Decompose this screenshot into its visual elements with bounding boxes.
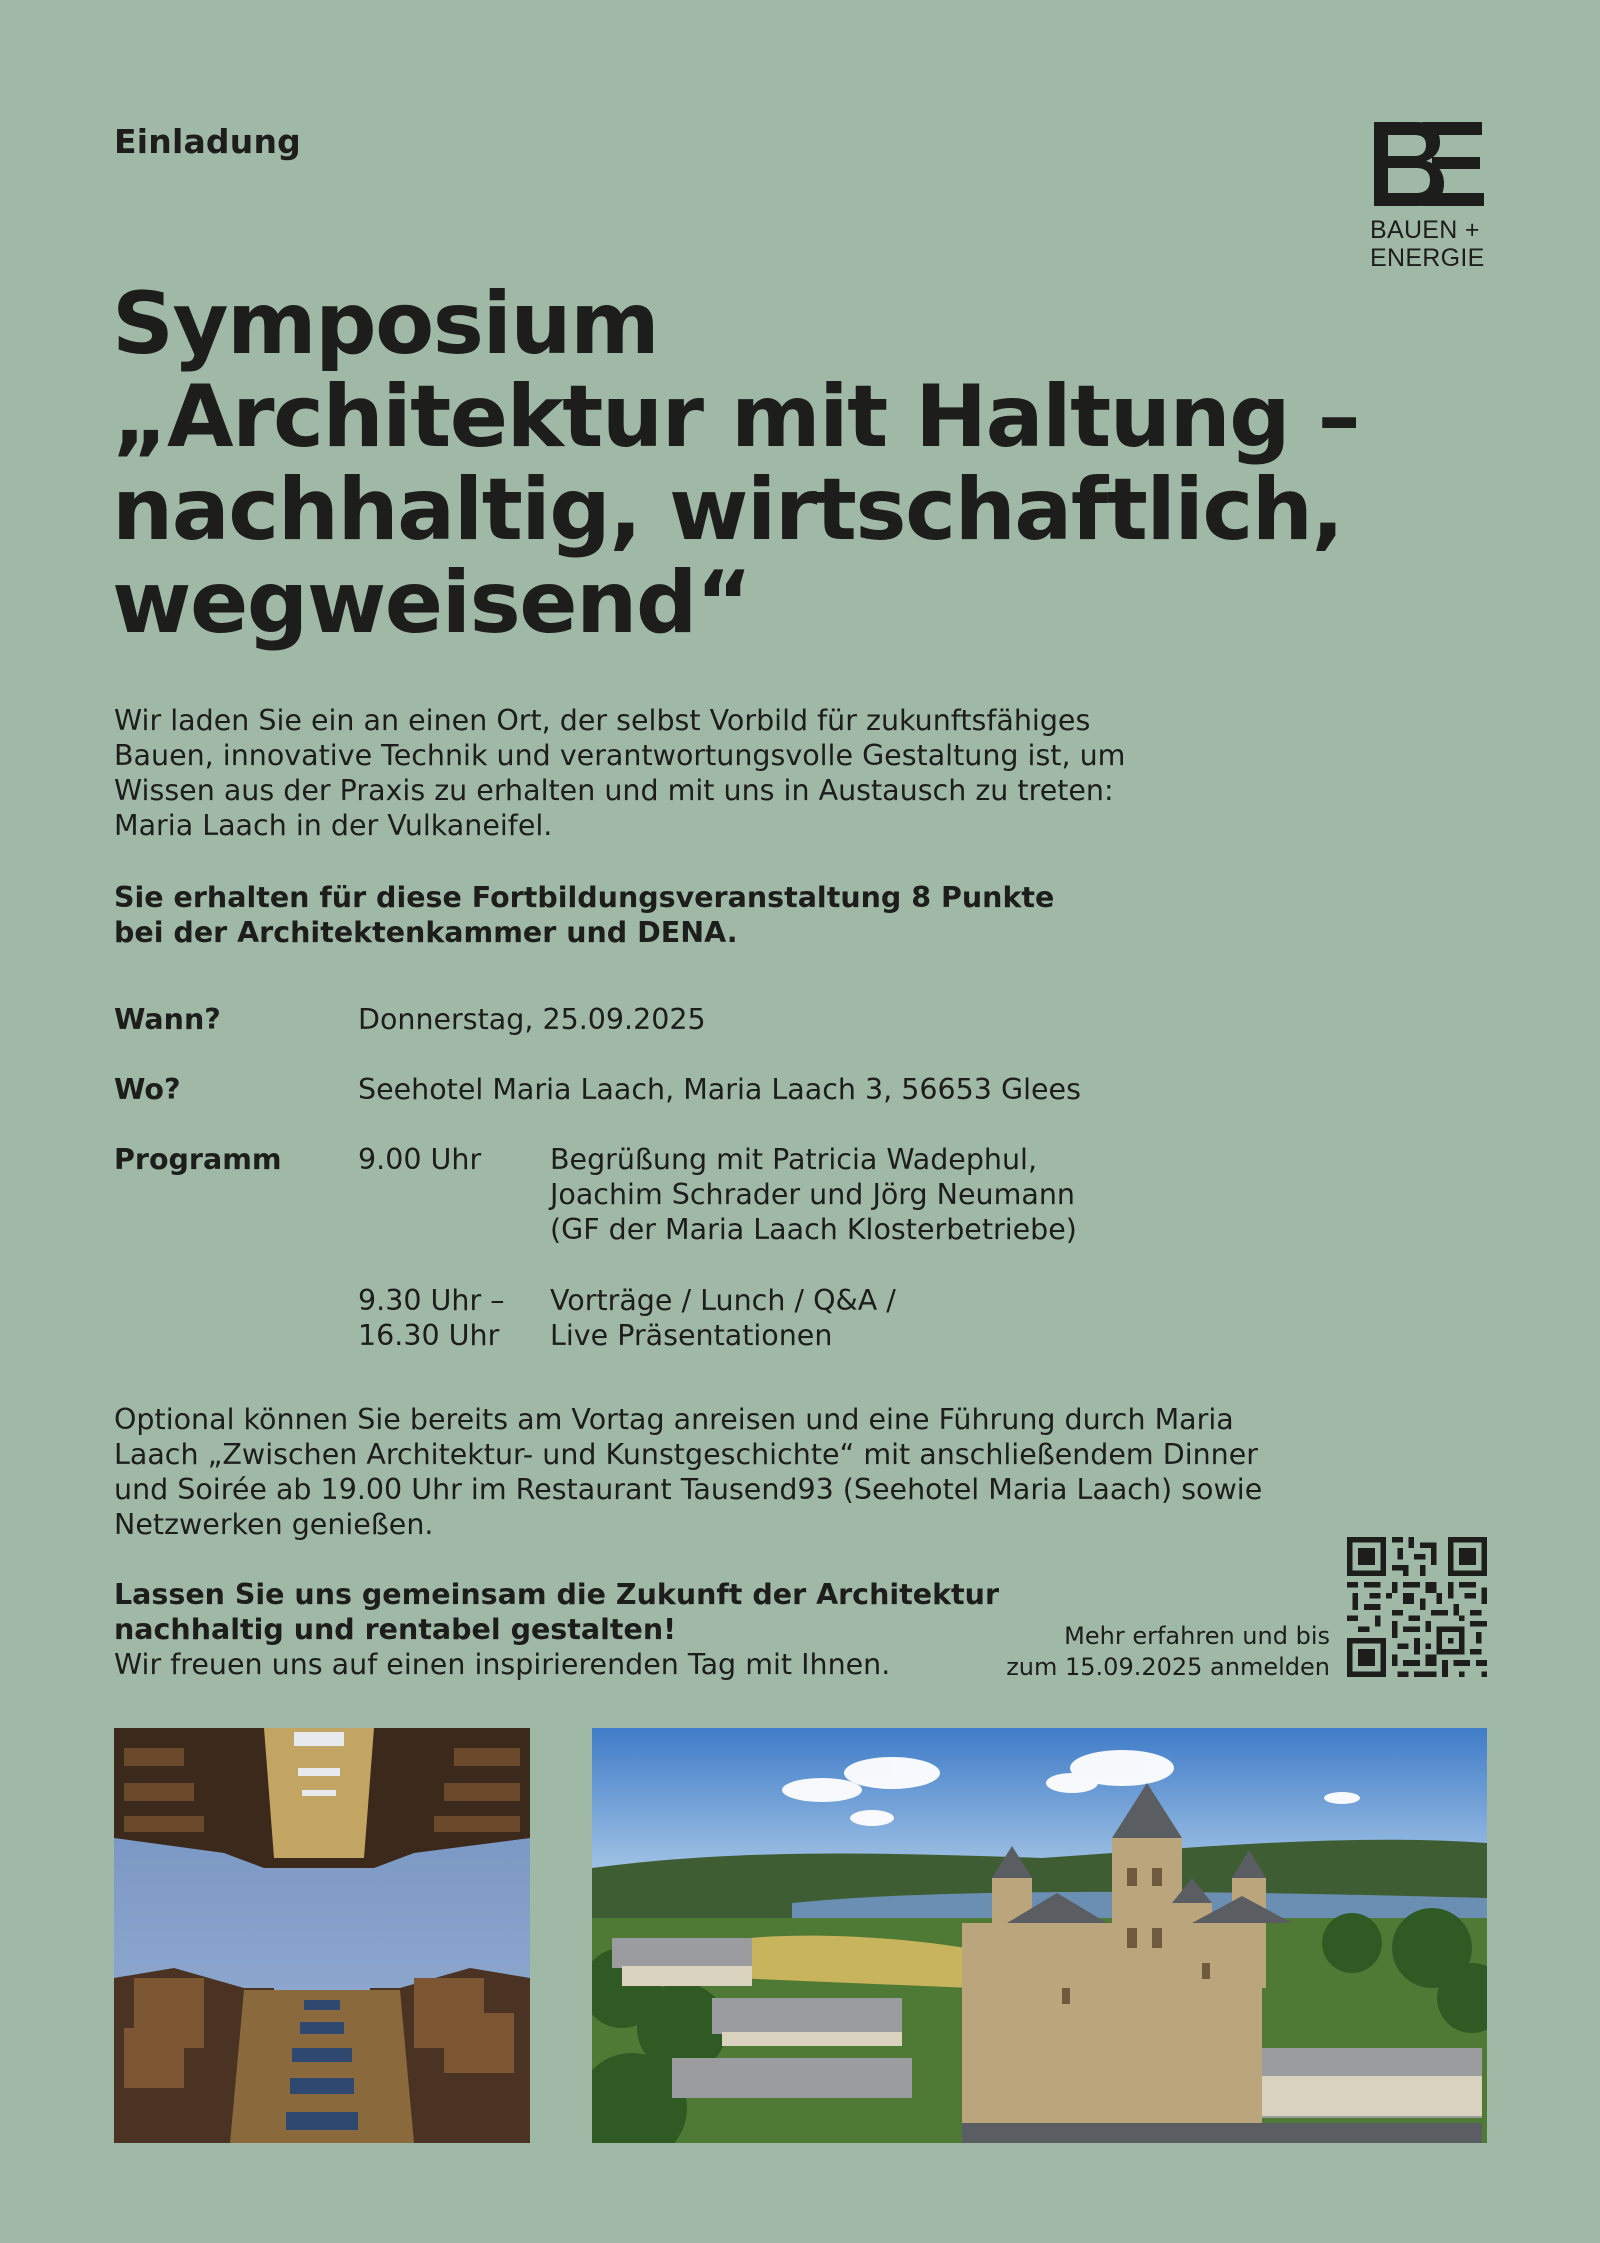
- when-value: Donnerstag, 25.09.2025: [358, 1003, 706, 1036]
- program-label: Programm: [114, 1143, 282, 1176]
- program-time-2: [358, 1283, 504, 1353]
- program-desc-1-line-3: (GF der Maria Laach Klosterbetriebe): [550, 1213, 1077, 1246]
- points-line-2: bei der Architektenkammer und DENA.: [114, 916, 738, 949]
- optional-line-1: Optional können Sie bereits am Vortag anreisen und eine Führung durch Maria: [114, 1403, 1234, 1436]
- title-line-1: Symposium: [112, 274, 659, 374]
- registration-qr-code[interactable]: [1347, 1537, 1487, 1677]
- maria-laach-photo: [592, 1728, 1487, 2143]
- intro-paragraph: [114, 703, 1126, 843]
- where-label: Wo?: [114, 1073, 181, 1106]
- be-logo-mark: [1370, 118, 1486, 210]
- title-line-4: wegweisend“: [112, 553, 751, 653]
- program-time-1: [358, 1142, 481, 1177]
- architecture-photo-image: [114, 1728, 530, 2143]
- closing-paragraph: [114, 1577, 999, 1682]
- bauen-energie-logo: [1370, 118, 1488, 272]
- where-value: Seehotel Maria Laach, Maria Laach 3, 56653 Glees: [358, 1073, 1081, 1106]
- title-line-2: „Architektur mit Haltung –: [112, 367, 1360, 467]
- program-desc-1: [550, 1142, 1077, 1247]
- optional-paragraph: [114, 1402, 1262, 1542]
- logo-text-line1: BAUEN +: [1370, 216, 1480, 244]
- intro-line-4: Maria Laach in der Vulkaneifel.: [114, 809, 553, 842]
- program-desc-2-line-2: Live Präsentationen: [550, 1319, 833, 1352]
- when-label: Wann?: [114, 1003, 221, 1036]
- intro-line-1: Wir laden Sie ein an einen Ort, der selbst Vorbild für zukunftsfähiges: [114, 704, 1091, 737]
- qr-caption: [1006, 1621, 1330, 1683]
- intro-line-3: Wissen aus der Praxis zu erhalten und mit uns in Austausch zu treten:: [114, 774, 1114, 807]
- program-time-2-line-2: 16.30 Uhr: [358, 1319, 500, 1352]
- closing-bold-line-1: Lassen Sie uns gemeinsam die Zukunft der Architektur: [114, 1578, 1000, 1611]
- eyebrow-label: Einladung: [114, 122, 301, 161]
- intro-line-2: Bauen, innovative Technik und verantwortungsvolle Gestaltung ist, um: [114, 739, 1126, 772]
- optional-line-4: Netzwerken genießen.: [114, 1508, 434, 1541]
- program-desc-2: [550, 1283, 896, 1353]
- points-line-1: Sie erhalten für diese Fortbildungsveranstaltung 8 Punkte: [114, 881, 1055, 914]
- logo-text-line2: ENERGIE: [1370, 244, 1485, 272]
- credit-points-note: [114, 880, 1054, 950]
- program-desc-1-line-2: Joachim Schrader und Jörg Neumann: [550, 1178, 1075, 1211]
- closing-line-3: Wir freuen uns auf einen inspirierenden Tag mit Ihnen.: [114, 1648, 891, 1681]
- optional-line-3: und Soirée ab 19.00 Uhr im Restaurant Tausend93 (Seehotel Maria Laach) sowie: [114, 1473, 1263, 1506]
- optional-line-2: Laach „Zwischen Architektur- und Kunstgeschichte“ mit anschließendem Dinner: [114, 1438, 1258, 1471]
- program-desc-2-line-1: Vorträge / Lunch / Q&A /: [550, 1284, 896, 1317]
- page-title: [112, 274, 1360, 653]
- title-line-3: nachhaltig, wirtschaftlich,: [112, 460, 1343, 560]
- qr-caption-line-1: Mehr erfahren und bis: [1064, 1622, 1330, 1650]
- qr-code-graphic: [1347, 1537, 1487, 1677]
- program-time-1-line-1: 9.00 Uhr: [358, 1143, 482, 1176]
- closing-bold-line-2: nachhaltig und rentabel gestalten!: [114, 1613, 677, 1646]
- architecture-photo: [114, 1728, 530, 2143]
- program-desc-1-line-1: Begrüßung mit Patricia Wadephul,: [550, 1143, 1038, 1176]
- qr-caption-line-2: zum 15.09.2025 anmelden: [1006, 1653, 1330, 1681]
- maria-laach-photo-image: [592, 1728, 1487, 2143]
- program-time-2-line-1: 9.30 Uhr –: [358, 1284, 505, 1317]
